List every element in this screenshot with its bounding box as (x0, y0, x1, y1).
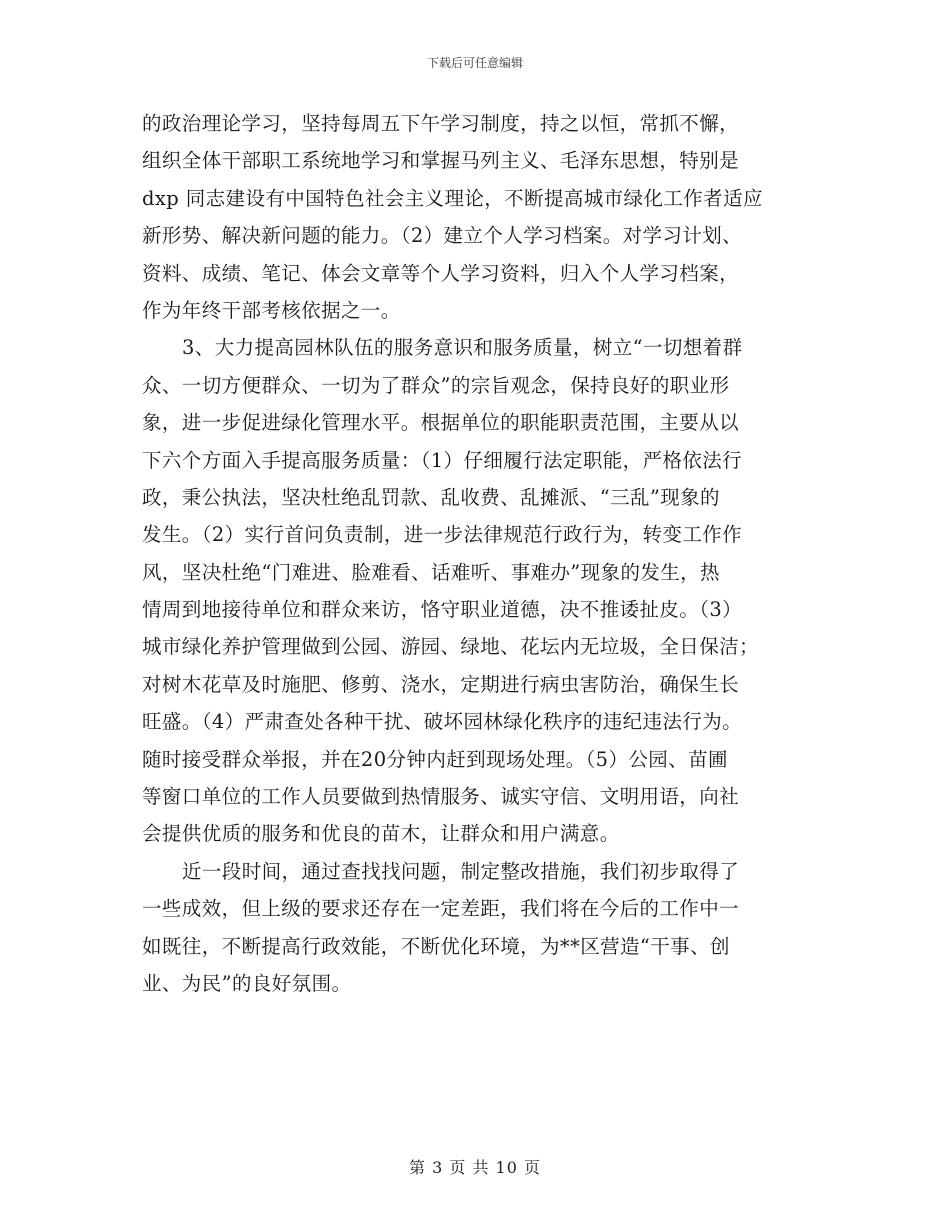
document-body (142, 105, 810, 1002)
text-line: 随时接受群众举报，并在20分钟内赶到现场处理。（5）公园、苗圃 (142, 747, 728, 771)
text-line: 旺盛。（4）严肃查处各种干扰、破坏园林绿化秩序的违纪违法行为。 (142, 710, 743, 734)
text-line: 新形势、解决新问题的能力。（2）建立个人学习档案。对学习计划、 (142, 224, 743, 248)
text-line: 发生。（2）实行首问负责制，进一步法律规范行政行为，转变工作作 (142, 523, 743, 547)
text-line: dxp 同志建设有中国特色社会主义理论，不断提高城市绿化工作者适应 (142, 186, 763, 210)
text-line: 近一段时间，通过查找找问题，制定整改措施，我们初步取得了 (182, 859, 740, 883)
page-number-footer: 第 3 页 共 10 页 (409, 1158, 541, 1177)
text-line: 作为年终干部考核依据之一。 (142, 298, 401, 322)
text-line: 业、为民”的良好氛围。 (142, 971, 352, 995)
text-line: 等窗口单位的工作人员要做到热情服务、诚实守信、文明用语，向社 (142, 785, 740, 809)
text-line: 3、大力提高园林队伍的服务意识和服务质量，树立“一切想着群 (182, 336, 743, 360)
text-line: 组织全体干部职工系统地学习和掌握马列主义、毛泽东思想，特别是 (142, 149, 740, 173)
text-line: 一些成效，但上级的要求还存在一定差距，我们将在今后的工作中一 (142, 897, 740, 921)
paragraph (142, 329, 810, 852)
text-line: 城市绿化养护管理做到公园、游园、绿地、花坛内无垃圾，全日保洁； (142, 635, 759, 659)
text-line: 众、一切方便群众、一切为了群众”的宗旨观念，保持良好的职业形 (142, 373, 730, 397)
text-line: 情周到地接待单位和群众来访，恪守职业道德，决不推诿扯皮。（3） (142, 598, 743, 622)
text-line: 如既往，不断提高行政效能，不断优化环境，为**区营造“干事、创 (142, 934, 730, 958)
paragraph (142, 105, 810, 329)
paragraph (142, 853, 810, 1003)
text-line: 下六个方面入手提高服务质量：（1）仔细履行法定职能，严格依法行 (142, 448, 743, 472)
text-line: 的政治理论学习，坚持每周五下午学习制度，持之以恒，常抓不懈， (142, 112, 740, 135)
page-header-note: 下载后可任意编辑 (426, 56, 523, 70)
text-line: 对树木花草及时施肥、修剪、浇水，定期进行病虫害防治，确保生长 (142, 672, 740, 696)
text-line: 会提供优质的服务和优良的苗木，让群众和用户满意。 (142, 822, 620, 846)
text-line: 政，秉公执法，坚决杜绝乱罚款、乱收费、乱摊派、“三乱”现象的 (142, 485, 720, 509)
text-line: 资料、成绩、笔记、体会文章等个人学习资料，归入个人学习档案， (142, 261, 740, 285)
text-line: 象，进一步促进绿化管理水平。根据单位的职能职责范围，主要从以 (142, 411, 740, 435)
text-line: 风，坚决杜绝“门难进、脸难看、话难听、事难办”现象的发生，热 (142, 560, 720, 584)
